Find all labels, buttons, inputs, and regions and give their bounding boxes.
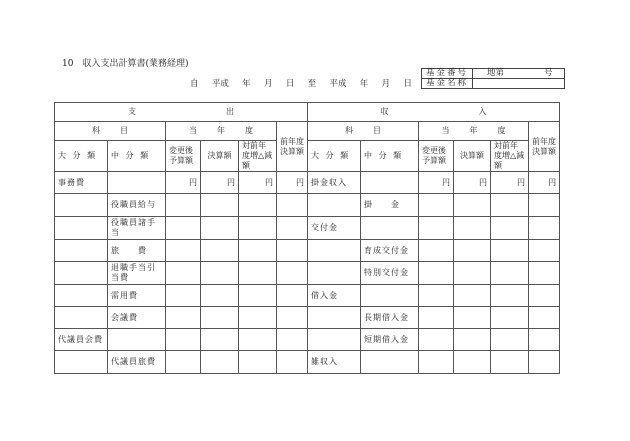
income-diff-cell[interactable]: [491, 217, 529, 240]
expense-settled-cell[interactable]: [201, 351, 239, 374]
table-row: [55, 262, 560, 285]
income-settled-cell[interactable]: [454, 194, 491, 217]
income-prev-year-cell[interactable]: [529, 240, 560, 262]
income-major-header: 大 分 類: [308, 141, 361, 172]
expense-diff-cell[interactable]: [239, 307, 277, 329]
day-from: 日: [285, 79, 295, 89]
income-diff-cell[interactable]: [491, 194, 529, 217]
income-settled-cell[interactable]: [454, 351, 491, 374]
income-major-cell[interactable]: 雑収入: [308, 351, 361, 374]
year-to: 年: [359, 79, 369, 89]
income-settled-cell[interactable]: 円: [454, 172, 491, 194]
expense-revised-budget-cell[interactable]: [166, 351, 201, 374]
expense-settled-cell[interactable]: [201, 217, 239, 240]
table-row: [55, 240, 560, 262]
table-row: [55, 351, 560, 374]
expense-diff-cell[interactable]: [239, 329, 277, 351]
expense-middle-cell[interactable]: 退職手当引当費: [108, 262, 166, 285]
table-row: [55, 172, 560, 194]
expense-middle-cell[interactable]: [108, 172, 166, 194]
expense-prev-year-cell[interactable]: [277, 307, 308, 329]
income-settled-header: 決算額: [454, 141, 491, 172]
expense-middle-cell[interactable]: 役職員給与: [108, 194, 166, 217]
income-middle-cell[interactable]: [361, 172, 419, 194]
income-diff-cell[interactable]: [491, 351, 529, 374]
income-diff-cell[interactable]: [491, 240, 529, 262]
expense-prev-year-cell[interactable]: [277, 351, 308, 374]
income-middle-header: 中 分 類: [361, 141, 419, 172]
income-middle-cell[interactable]: 掛 金: [361, 194, 419, 217]
expense-revised-budget-cell[interactable]: [166, 240, 201, 262]
income-prev-year-cell[interactable]: [529, 351, 560, 374]
expense-settled-cell[interactable]: [201, 240, 239, 262]
income-major-cell[interactable]: [308, 329, 361, 351]
expense-revised-budget-cell[interactable]: [166, 194, 201, 217]
income-settled-cell[interactable]: [454, 262, 491, 285]
income-prev-year-cell[interactable]: [529, 262, 560, 285]
expense-header: 支 出: [55, 103, 308, 122]
income-revised-budget-cell[interactable]: [419, 329, 454, 351]
expense-middle-cell[interactable]: 旅 費: [108, 240, 166, 262]
expense-current-year-header: 当 年 度: [166, 122, 277, 141]
fund-number-suffix: 号: [544, 68, 553, 78]
income-settled-cell[interactable]: [454, 285, 491, 307]
expense-diff-cell[interactable]: 円: [239, 172, 277, 194]
income-current-year-header: 当 年 度: [419, 122, 529, 141]
income-expense-table: [54, 102, 560, 374]
income-prev-year-cell[interactable]: [529, 217, 560, 240]
income-settled-cell[interactable]: [454, 240, 491, 262]
year-from: 年: [242, 79, 251, 89]
expense-major-cell[interactable]: [55, 240, 108, 262]
income-revised-budget-cell[interactable]: [419, 194, 454, 217]
income-account-header: 科 目: [308, 122, 419, 141]
income-prev-year-cell[interactable]: [529, 307, 560, 329]
expense-settled-cell[interactable]: [201, 329, 239, 351]
expense-revised-budget-cell[interactable]: [166, 307, 201, 329]
expense-settled-cell[interactable]: 円: [201, 172, 239, 194]
table-row: [55, 194, 560, 217]
expense-middle-cell[interactable]: 役職員諸手当: [108, 217, 166, 240]
expense-settled-cell[interactable]: [201, 262, 239, 285]
income-major-cell[interactable]: 借入金: [308, 285, 361, 307]
table-row: [55, 329, 560, 351]
income-prev-year-cell[interactable]: 円: [529, 172, 560, 194]
expense-major-cell[interactable]: [55, 307, 108, 329]
income-major-cell[interactable]: 交付金: [308, 217, 361, 240]
expense-settled-cell[interactable]: [201, 285, 239, 307]
expense-prev-year-header: 前年度決算額: [277, 122, 308, 172]
from-label: 自: [190, 79, 199, 89]
income-revised-budget-cell[interactable]: [419, 217, 454, 240]
expense-account-header: 科 目: [55, 122, 166, 141]
income-prev-year-cell[interactable]: [529, 329, 560, 351]
income-diff-cell[interactable]: [491, 307, 529, 329]
income-major-cell[interactable]: [308, 307, 361, 329]
income-header: 収 入: [308, 103, 560, 122]
expense-revised-budget-cell[interactable]: [166, 217, 201, 240]
income-revised-budget-header: 変更後予算額: [419, 141, 454, 172]
fund-name-label: 基金名称: [422, 79, 473, 89]
expense-middle-cell[interactable]: [108, 329, 166, 351]
expense-major-cell[interactable]: 代議員会費: [55, 329, 108, 351]
expense-prev-year-cell[interactable]: [277, 285, 308, 307]
income-settled-cell[interactable]: [454, 329, 491, 351]
expense-prev-year-cell[interactable]: 円: [277, 172, 308, 194]
expense-prev-year-cell[interactable]: [277, 240, 308, 262]
expense-settled-header: 決算額: [201, 141, 239, 172]
expense-diff-cell[interactable]: [239, 217, 277, 240]
document-title: 10 収入支出計算書(業務経理): [62, 59, 189, 69]
era-to: 平成: [329, 79, 347, 89]
income-revised-budget-cell[interactable]: [419, 240, 454, 262]
expense-middle-cell[interactable]: 会議費: [108, 307, 166, 329]
table-row: [55, 285, 560, 307]
income-settled-cell[interactable]: [454, 217, 491, 240]
income-revised-budget-cell[interactable]: [419, 262, 454, 285]
income-middle-cell[interactable]: [361, 217, 419, 240]
month-from: 月: [263, 79, 273, 89]
expense-diff-cell[interactable]: [239, 240, 277, 262]
income-major-cell[interactable]: 掛金収入: [308, 172, 361, 194]
fund-name-field[interactable]: [473, 79, 565, 89]
income-middle-cell[interactable]: 長期借入金: [361, 307, 419, 329]
income-diff-cell[interactable]: 円: [491, 172, 529, 194]
income-middle-cell[interactable]: 特別交付金: [361, 262, 419, 285]
expense-revised-budget-cell[interactable]: 円: [166, 172, 201, 194]
income-prev-year-header: 前年度決算額: [529, 122, 560, 172]
income-prev-year-cell[interactable]: [529, 285, 560, 307]
expense-major-cell[interactable]: 事務費: [55, 172, 108, 194]
expense-diff-cell[interactable]: [239, 285, 277, 307]
income-prev-year-cell[interactable]: [529, 194, 560, 217]
fund-number-prefix: 地第: [487, 68, 505, 78]
expense-diff-cell[interactable]: [239, 262, 277, 285]
expense-settled-cell[interactable]: [201, 307, 239, 329]
expense-major-header: 大 分 類: [55, 141, 108, 172]
expense-revised-budget-cell[interactable]: [166, 285, 201, 307]
period-line: [190, 79, 412, 89]
income-major-cell[interactable]: [308, 194, 361, 217]
expense-revised-budget-cell[interactable]: [166, 329, 201, 351]
expense-major-cell[interactable]: [55, 262, 108, 285]
expense-middle-cell[interactable]: 需用費: [108, 285, 166, 307]
expense-prev-year-cell[interactable]: [277, 194, 308, 217]
fund-number-label: 基金番号: [422, 69, 473, 79]
expense-middle-header: 中 分 類: [108, 141, 166, 172]
expense-diff-header: 対前年度増△減額: [239, 141, 277, 172]
income-diff-header: 対前年度増△減額: [491, 141, 529, 172]
income-middle-cell[interactable]: 短期借入金: [361, 329, 419, 351]
expense-middle-cell[interactable]: 代議員旅費: [108, 351, 166, 374]
fund-info-box: [421, 68, 565, 89]
expense-revised-budget-header: 変更後予算額: [166, 141, 201, 172]
era-from: 平成: [211, 79, 229, 89]
expense-prev-year-cell[interactable]: [277, 262, 308, 285]
income-revised-budget-cell[interactable]: [419, 285, 454, 307]
expense-major-cell[interactable]: [55, 217, 108, 240]
fund-number-field[interactable]: [473, 69, 565, 79]
expense-prev-year-cell[interactable]: [277, 329, 308, 351]
table-row: [55, 307, 560, 329]
income-middle-cell[interactable]: 育成交付金: [361, 240, 419, 262]
expense-major-cell[interactable]: [55, 194, 108, 217]
income-major-cell[interactable]: [308, 240, 361, 262]
day-to: 日: [403, 79, 412, 89]
income-diff-cell[interactable]: [491, 262, 529, 285]
income-revised-budget-cell[interactable]: [419, 307, 454, 329]
income-major-cell[interactable]: [308, 262, 361, 285]
income-middle-cell[interactable]: [361, 285, 419, 307]
income-diff-cell[interactable]: [491, 285, 529, 307]
to-label: 至: [307, 79, 317, 89]
expense-major-cell[interactable]: [55, 285, 108, 307]
expense-major-cell[interactable]: [55, 351, 108, 374]
income-revised-budget-cell[interactable]: [419, 351, 454, 374]
month-to: 月: [381, 79, 391, 89]
income-settled-cell[interactable]: [454, 307, 491, 329]
expense-prev-year-cell[interactable]: [277, 217, 308, 240]
table-row: [55, 217, 560, 240]
income-revised-budget-cell[interactable]: 円: [419, 172, 454, 194]
expense-settled-cell[interactable]: [201, 194, 239, 217]
expense-diff-cell[interactable]: [239, 351, 277, 374]
income-middle-cell[interactable]: [361, 351, 419, 374]
income-diff-cell[interactable]: [491, 329, 529, 351]
expense-revised-budget-cell[interactable]: [166, 262, 201, 285]
expense-diff-cell[interactable]: [239, 194, 277, 217]
